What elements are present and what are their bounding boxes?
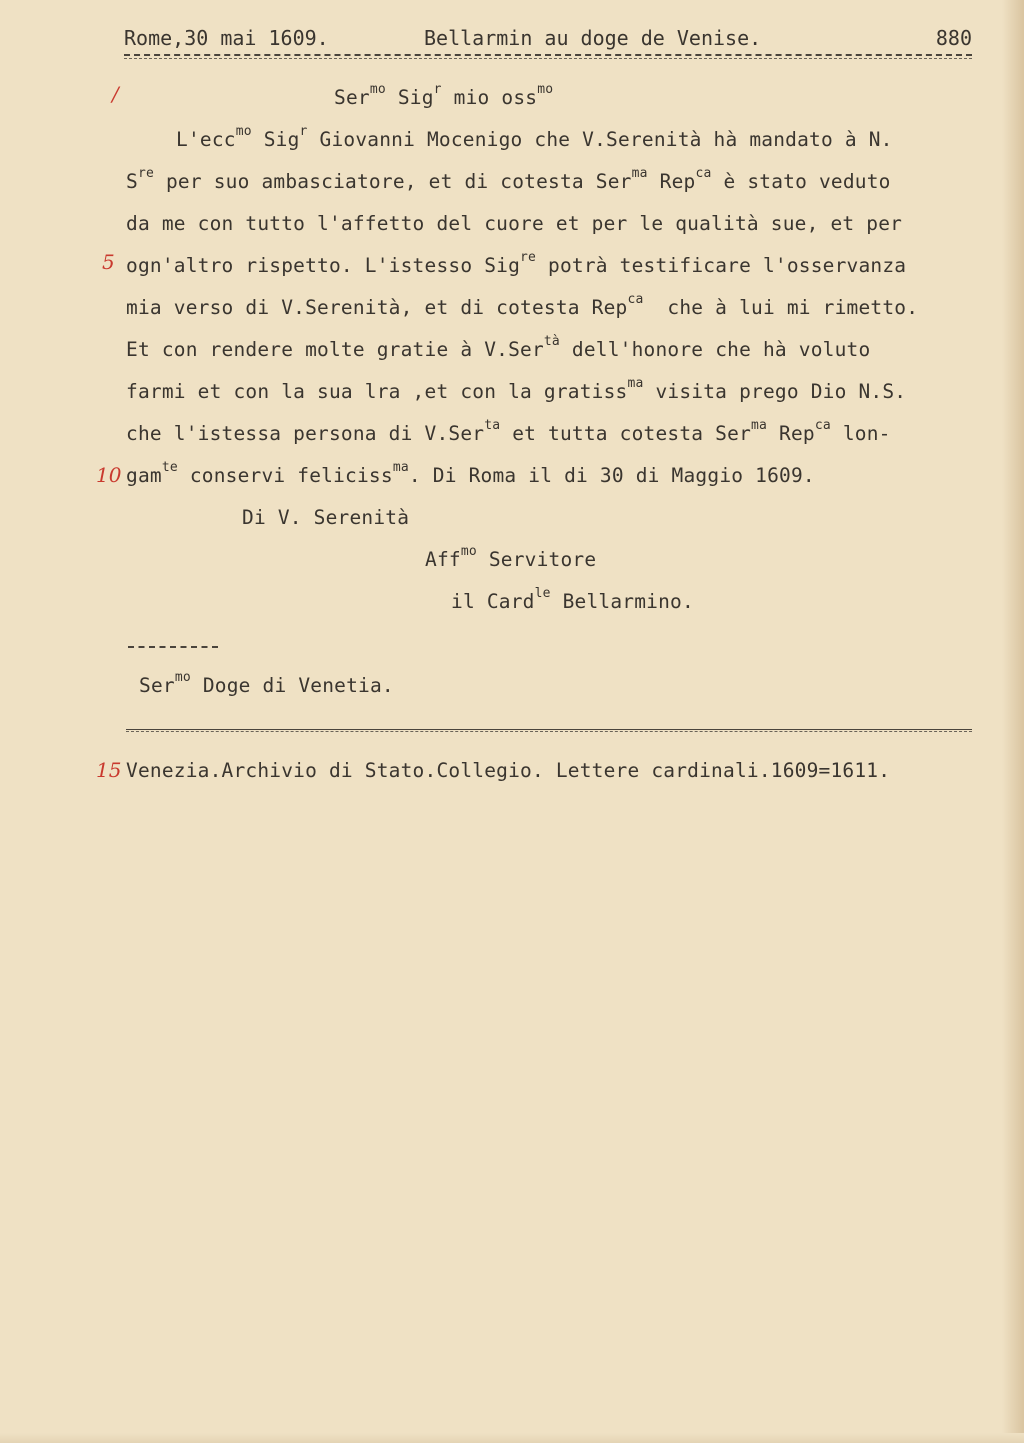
salutation: Ser$^{mo}$ Sig$^r$ mio oss$^{mo}$ [334,82,554,109]
margin-mark-line-5: 5 [102,250,115,274]
body-line-9: gam$^{te}$ conservi feliciss$^{ma}$. Di Roma il di 30 di Maggio 1609. [126,460,815,487]
paper-edge-shadow [1002,0,1024,1443]
body-line-1: L'ecc$^{mo}$ Sig$^r$ Giovanni Mocenigo che V.Serenità hà mandato à N. [176,124,893,151]
body-line-2: $S^{re}$ per suo ambasciatore, et di cotesta Ser$^{ma}$ Rep$^{ca}$ è stato veduto [126,166,891,193]
page-number: 880 [935,26,972,50]
body-line-8: che l'istessa persona di V.Ser$^{ta}$ et tutta cotesta Ser$^{ma}$ Rep$^{ca}$ lon- [126,418,891,445]
body-line-6: Et con rendere molte gratie à V.Ser$^{tà}$ dell'honore che hà voluto [126,334,871,361]
body-line-4: ogn'altro rispetto. L'istesso Sig$^{re}$ potrà testificare l'osservanza [126,250,907,277]
header-dashed-rule-secondary [124,58,972,59]
header-dashed-rule [124,54,972,56]
header-title: Bellarmin au doge de Venise. [424,26,762,50]
margin-mark-line-10: 10 [96,463,122,487]
page-header [124,26,972,54]
separator-dashes [128,646,218,648]
footnote-rule-secondary [126,731,972,732]
body-line-3: da me con tutto l'affetto del cuore et per le qualità sue, et per [126,212,903,235]
address-line: Ser$^{mo}$ Doge di Venetia. [139,670,394,697]
closing-line-1: Di V. Serenità [242,506,410,529]
body-line-5: mia verso di V.Serenità, et di cotesta Rep$^{ca}$ che à lui mi rimetto. [126,292,919,319]
closing-line-2: Aff$^{mo}$ Servitore [425,544,597,571]
header-date-place: Rome,30 mai 1609. [124,26,329,50]
footnote-rule [126,729,972,730]
paper-bottom-edge [0,1433,1024,1443]
body-line-7: farmi et con la sua lra ,et con la gratiss$^{ma}$ visita prego Dio N.S. [126,376,907,403]
margin-mark-line-15: 15 [96,758,122,782]
signature-line: il Card$^{le}$ Bellarmino. [451,586,694,613]
margin-mark-line-1: / [112,82,119,106]
source-citation: Venezia.Archivio di Stato.Collegio. Lettere cardinali.1609=1611. [126,759,891,782]
